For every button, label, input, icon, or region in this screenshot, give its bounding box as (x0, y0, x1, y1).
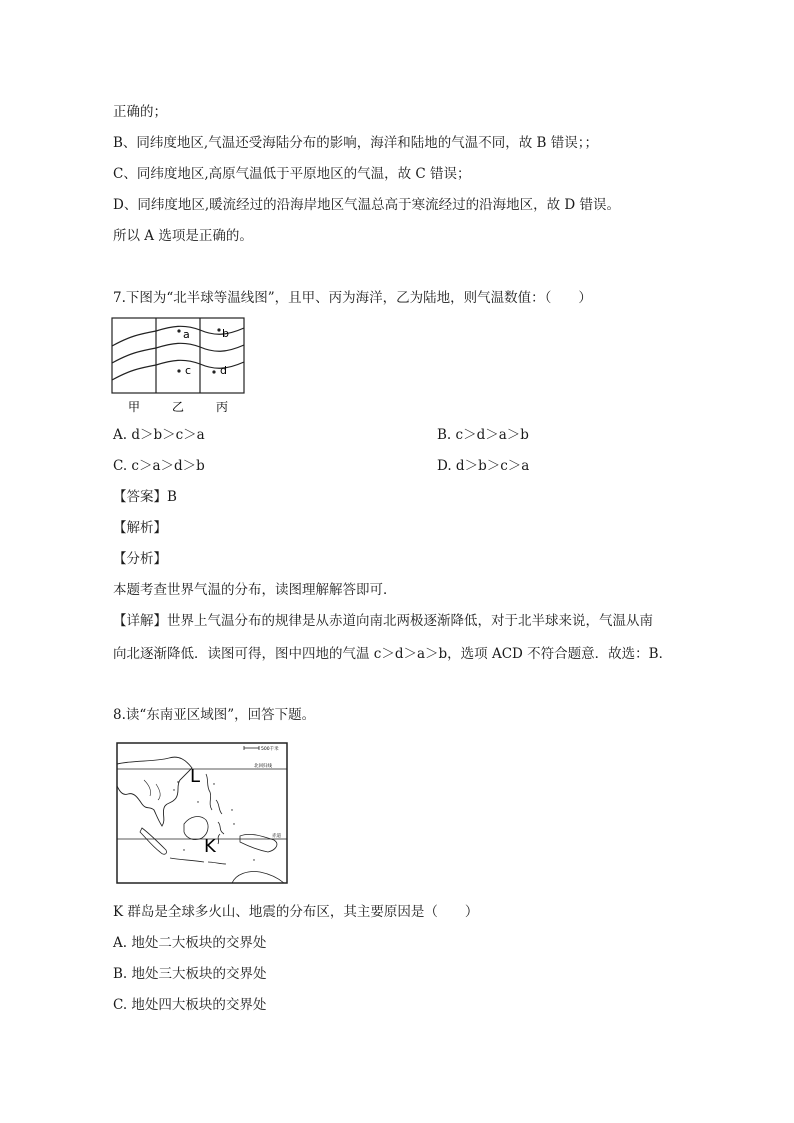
point-b-dot (217, 328, 220, 331)
q7-detail-line-1: 【详解】世界上气温分布的规律是从赤道向南北两极逐渐降低，对于北半球来说，气温从南 (113, 613, 653, 629)
scale-label: 500千米 (261, 747, 279, 752)
q7-answer: 【答案】B (113, 489, 177, 505)
q7-option-d: D. d＞b＞c＞a (437, 458, 530, 474)
q7-fenxi-header: 【分析】 (113, 551, 167, 567)
isotherm-figure (110, 316, 250, 416)
q8-stem: 8.读“东南亚区域图”，回答下题。 (113, 707, 316, 723)
q7-fenxi-text: 本题考查世界气温的分布，读图理解解答即可． (113, 582, 397, 598)
q7-analysis-header: 【解析】 (113, 520, 167, 536)
region-bing-label: 丙 (216, 400, 229, 414)
prev-answer-line-2: B、同纬度地区,气温还受海陆分布的影响，海洋和陆地的气温不同，故 B 错误；； (113, 135, 598, 151)
q7-detail-line-2: 向北逐渐降低．读图可得，图中四地的气温 c＞d＞a＞b，选项 ACD 不符合题意．故选：B． (113, 646, 673, 662)
map-label-L: L (190, 766, 201, 787)
map-label-K: K (204, 836, 216, 857)
q7-option-a: A. d＞b＞c＞a (113, 427, 205, 443)
prev-answer-line-5: 所以 A 选项是正确的。 (113, 228, 253, 244)
point-a-dot (177, 329, 180, 332)
q8-option-a: A. 地处二大板块的交界处 (113, 935, 267, 951)
q7-option-b: B. c＞d＞a＞b (437, 427, 529, 443)
region-yi-label: 乙 (172, 400, 185, 414)
prev-answer-line-1: 正确的； (113, 104, 167, 120)
q7-stem: 7.下图为“北半球等温线图”，且甲、丙为海洋，乙为陆地，则气温数值：（ ） (113, 290, 592, 306)
prev-answer-line-3: C、同纬度地区,高原气温低于平原地区的气温，故 C 错误； (113, 166, 471, 182)
q7-option-c: C. c＞a＞d＞b (113, 458, 205, 474)
point-a-label: a (183, 328, 190, 341)
equator-label: 赤道 (272, 834, 281, 839)
tropic-label: 北回归线 (254, 764, 272, 769)
point-d-dot (212, 370, 215, 373)
q8-option-c: C. 地处四大板块的交界处 (113, 997, 267, 1013)
point-d-label: d (220, 364, 227, 377)
region-jia-label: 甲 (128, 400, 141, 414)
point-c-dot (177, 369, 180, 372)
southeast-asia-map (114, 740, 290, 886)
point-c-label: c (185, 364, 192, 377)
q8-option-b: B. 地处三大板块的交界处 (113, 966, 267, 982)
prev-answer-line-4: D、同纬度地区,暖流经过的沿海岸地区气温总高于寒流经过的沿海地区，故 D 错误。 (113, 197, 621, 213)
q8-question: K 群岛是全球多火山、地震的分布区，其主要原因是（ ） (113, 904, 479, 920)
point-b-label: b (222, 327, 229, 340)
